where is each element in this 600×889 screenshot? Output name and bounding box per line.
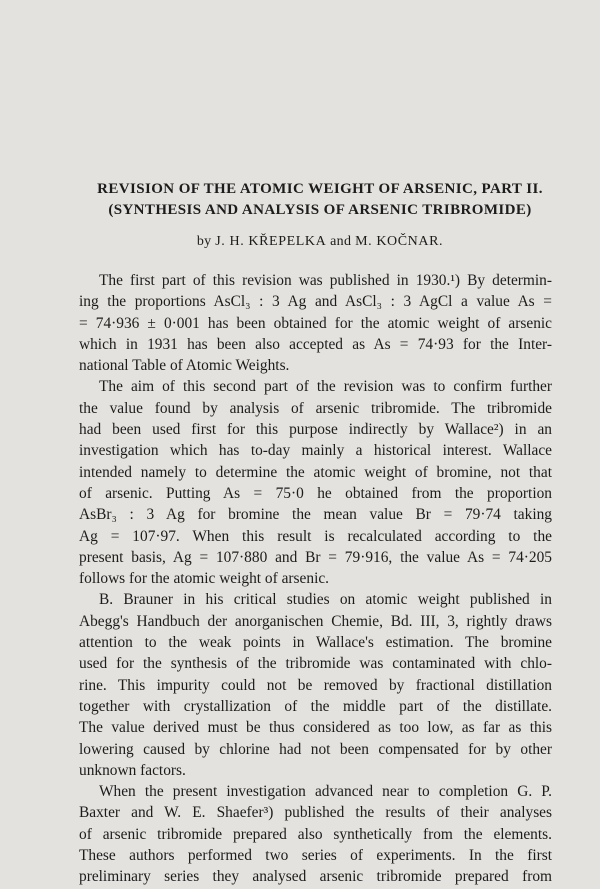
byline — [60, 234, 580, 250]
text-line: B. Brauner in his critical studies on atomic weight published in — [99, 591, 552, 609]
article-body — [79, 270, 552, 888]
text-line: follows for the atomic weight of arsenic. — [79, 570, 330, 588]
text-line: investigation which has to-day mainly a historical interest. Wallace — [79, 442, 552, 460]
text-line: When the present investigation advanced near to completion G. P. — [99, 783, 552, 801]
text-line: preliminary series they analysed arsenic tribromide prepared from — [79, 868, 552, 886]
text-line: national Table of Atomic Weights. — [79, 357, 290, 375]
text-line: had been used first for this purpose indirectly by Wallace²) in an — [79, 421, 552, 439]
text-line: These authors performed two series of experiments. In the first — [79, 847, 552, 865]
title-line-1: REVISION OF THE ATOMIC WEIGHT OF ARSENIC, PART II. — [97, 181, 543, 197]
text-line: ing the proportions AsCl₃ : 3 Ag and AsCl₃ : 3 AgCl a value As = — [79, 293, 552, 311]
text-line: Abegg's Handbuch der anorganischen Chemie, Bd. III, 3, rightly draws — [79, 612, 552, 630]
text-line: lowering caused by chlorine had not been compensated for by other — [79, 740, 552, 758]
text-line: together with crystallization of the middle part of the distillate. — [79, 697, 552, 715]
title-line-2: (SYNTHESIS AND ANALYSIS OF ARSENIC TRIBROMIDE) — [108, 202, 532, 218]
text-line: Baxter and W. E. Shaefer³) published the results of their analyses — [79, 804, 552, 822]
text-line: used for the synthesis of the tribromide was contaminated with chlo- — [79, 655, 552, 673]
text-line: The first part of this revision was published in 1930.¹) By determin- — [99, 272, 552, 289]
text-line: attention to the weak points in Wallace's estimation. The bromine — [79, 634, 552, 652]
text-line: Ag = 107·97. When this result is recalculated according to the — [79, 527, 552, 545]
byline-and: and — [330, 234, 352, 249]
text-line: intended namely to determine the atomic weight of bromine, not that — [79, 463, 552, 481]
byline-prefix: by — [196, 234, 212, 249]
text-line: AsBr₃ : 3 Ag for bromine the mean value Br = 79·74 taking — [79, 506, 552, 524]
text-line: of arsenic. Putting As = 75·0 he obtained from the proportion — [79, 484, 552, 502]
text-line: = 74·936 ± 0·001 has been obtained for the atomic weight of arsenic — [79, 314, 552, 332]
text-line: present basis, Ag = 107·880 and Br = 79·916, the value As = 74·205 — [79, 548, 552, 566]
text-line: the value found by analysis of arsenic tribromide. The tribromide — [79, 399, 552, 417]
text-line: of arsenic tribromide prepared also synthetically from the elements. — [79, 825, 552, 843]
text-line: The aim of this second part of the revision was to confirm further — [99, 378, 552, 396]
text-line: unknown factors. — [79, 761, 186, 779]
author-1: J. H. KŘEPELKA — [215, 234, 327, 249]
text-line: rine. This impurity could not be removed by fractional distillation — [79, 676, 552, 694]
author-2: M. KOČNAR. — [355, 234, 444, 249]
text-line: The value derived must be thus considered as too low, as far as this — [79, 719, 552, 737]
text-line: which in 1931 has been also accepted as As = 74·93 for the Inter- — [79, 335, 552, 353]
